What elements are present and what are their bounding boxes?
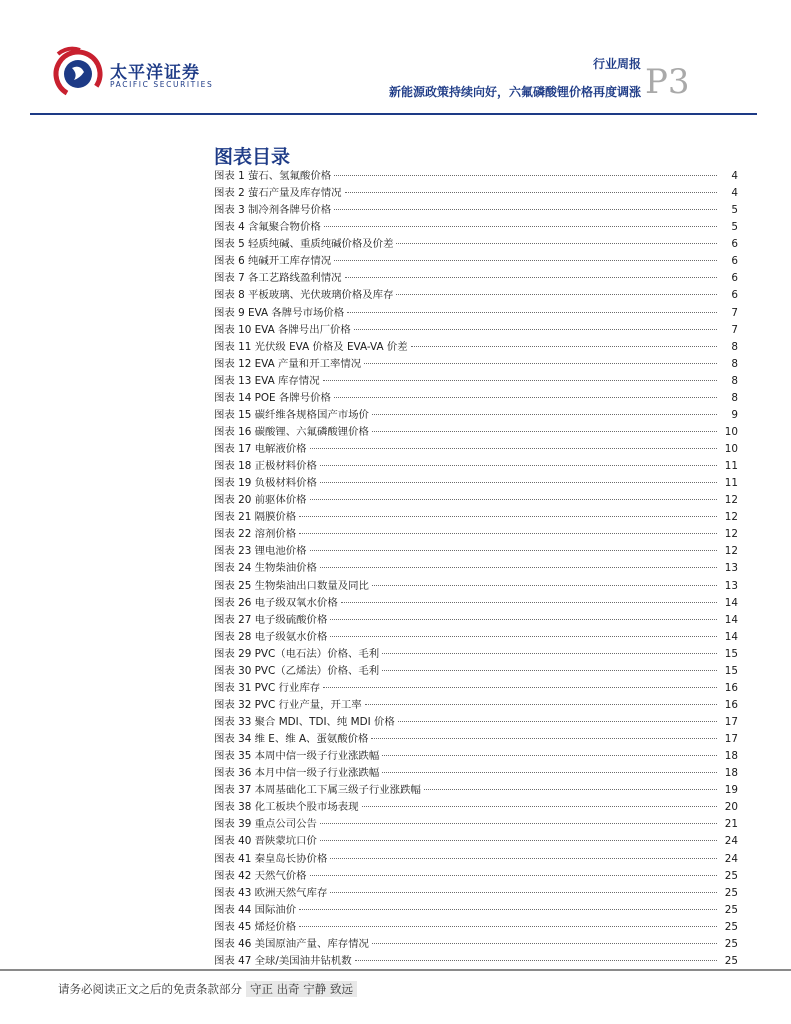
table-of-figures xyxy=(214,168,738,970)
toc-entry-page: 21 xyxy=(724,818,738,831)
toc-leader-dots xyxy=(411,346,717,347)
toc-entry[interactable] xyxy=(214,236,738,253)
toc-entry-page: 25 xyxy=(724,903,738,916)
toc-entry-page: 17 xyxy=(724,716,738,728)
toc-entry-page: 11 xyxy=(724,477,738,490)
toc-entry[interactable] xyxy=(214,731,738,748)
toc-entry-label: 图表 37 本周基础化工下属三级子行业涨跌幅 xyxy=(214,784,421,797)
toc-entry-label: 图表 34 维 E、维 A、蛋氨酸价格 xyxy=(214,733,369,746)
toc-entry-page: 25 xyxy=(724,937,738,950)
toc-entry[interactable] xyxy=(214,902,738,919)
toc-leader-dots xyxy=(382,670,717,671)
toc-entry[interactable] xyxy=(214,475,738,492)
toc-leader-dots xyxy=(354,329,717,330)
toc-entry-label: 图表 35 本周中信一级子行业涨跌幅 xyxy=(214,750,380,763)
toc-leader-dots xyxy=(310,875,717,876)
toc-entry-label: 图表 22 溶剂价格 xyxy=(214,528,297,541)
toc-entry-label: 图表 23 锂电池价格 xyxy=(214,545,307,558)
toc-entry-page: 24 xyxy=(724,835,738,848)
toc-entry[interactable] xyxy=(214,680,738,697)
toc-entry[interactable] xyxy=(214,270,738,287)
toc-entry[interactable] xyxy=(214,595,738,612)
toc-entry-label: 图表 25 生物柴油出口数量及同比 xyxy=(214,579,369,592)
toc-entry-label: 图表 26 电子级双氧水价格 xyxy=(214,596,338,609)
report-category: 行业周报 xyxy=(592,57,641,71)
toc-entry-page: 14 xyxy=(724,613,738,626)
report-title: 新能源政策持续向好，六氟磷酸锂价格再度调涨 xyxy=(388,85,641,99)
toc-leader-dots xyxy=(334,397,717,398)
toc-entry-label: 图表 14 POE 各牌号价格 xyxy=(214,391,331,404)
toc-leader-dots xyxy=(299,926,717,927)
toc-leader-dots xyxy=(323,687,717,688)
toc-entry[interactable] xyxy=(214,748,738,765)
toc-leader-dots xyxy=(310,499,717,500)
toc-entry-label: 图表 13 EVA 库存情况 xyxy=(214,374,320,387)
toc-entry-label: 图表 12 EVA 产量和开工率情况 xyxy=(214,357,362,370)
toc-entry-page: 10 xyxy=(724,443,738,455)
toc-entry[interactable] xyxy=(214,799,738,816)
toc-entry-label: 图表 24 生物柴油价格 xyxy=(214,562,317,575)
toc-entry-page: 7 xyxy=(731,323,738,336)
toc-leader-dots xyxy=(362,806,717,807)
toc-entry[interactable] xyxy=(214,782,738,799)
toc-entry[interactable] xyxy=(214,936,738,953)
footer-divider xyxy=(0,969,791,971)
toc-entry-label: 图表 38 化工板块个股市场表现 xyxy=(214,801,359,814)
toc-entry-page: 8 xyxy=(731,340,738,353)
toc-leader-dots xyxy=(330,858,717,859)
toc-entry-label: 图表 45 烯烃价格 xyxy=(214,920,297,933)
toc-entry-page: 13 xyxy=(724,562,738,575)
toc-entry-label: 图表 10 EVA 各牌号出厂价格 xyxy=(214,323,351,336)
toc-entry[interactable] xyxy=(214,390,738,407)
toc-entry-page: 12 xyxy=(724,511,738,524)
toc-entry-page: 6 xyxy=(731,238,738,251)
header-divider xyxy=(30,113,757,115)
toc-leader-dots xyxy=(424,789,717,790)
toc-entry-label: 图表 20 前驱体价格 xyxy=(214,494,307,507)
toc-entry-page: 9 xyxy=(731,408,738,421)
toc-leader-dots xyxy=(371,738,717,739)
toc-entry-label: 图表 47 全球/美国油井钻机数 xyxy=(214,954,352,967)
toc-leader-dots xyxy=(347,312,717,313)
toc-entry[interactable] xyxy=(214,441,738,458)
toc-entry-label: 图表 44 国际油价 xyxy=(214,903,297,916)
toc-entry[interactable] xyxy=(214,185,738,202)
toc-entry[interactable] xyxy=(214,560,738,577)
toc-heading: 图表目录 xyxy=(214,146,291,168)
toc-entry[interactable] xyxy=(214,492,738,509)
toc-entry[interactable] xyxy=(214,322,738,339)
toc-leader-dots xyxy=(320,567,717,568)
toc-entry[interactable] xyxy=(214,578,738,595)
toc-leader-dots xyxy=(299,516,717,517)
toc-entry-page: 12 xyxy=(724,545,738,558)
toc-entry-page: 6 xyxy=(731,255,738,268)
toc-entry-label: 图表 9 EVA 各牌号市场价格 xyxy=(214,306,345,319)
toc-entry-label: 图表 28 电子级氨水价格 xyxy=(214,630,328,643)
toc-entry-label: 图表 1 萤石、氢氟酸价格 xyxy=(214,170,332,182)
toc-entry[interactable] xyxy=(214,219,738,236)
toc-leader-dots xyxy=(330,892,717,893)
toc-entry-label: 图表 6 纯碱开工库存情况 xyxy=(214,255,332,268)
toc-entry[interactable] xyxy=(214,714,738,731)
toc-entry-label: 图表 8 平板玻璃、光伏玻璃价格及库存 xyxy=(214,289,394,302)
toc-entry-page: 8 xyxy=(731,374,738,387)
toc-entry[interactable] xyxy=(214,885,738,902)
toc-entry[interactable] xyxy=(214,663,738,680)
toc-entry-label: 图表 19 负极材料价格 xyxy=(214,477,317,490)
toc-leader-dots xyxy=(345,277,717,278)
toc-leader-dots xyxy=(330,619,717,620)
toc-entry-page: 25 xyxy=(724,886,738,899)
toc-entry-page: 18 xyxy=(724,767,738,780)
toc-leader-dots xyxy=(382,755,717,756)
toc-entry-page: 5 xyxy=(731,221,738,234)
toc-entry-page: 16 xyxy=(724,698,738,711)
toc-entry[interactable] xyxy=(214,458,738,475)
toc-entry[interactable] xyxy=(214,407,738,424)
toc-entry-label: 图表 40 晋陕蒙坑口价 xyxy=(214,835,317,848)
toc-entry-page: 25 xyxy=(724,920,738,933)
toc-entry-page: 13 xyxy=(724,579,738,592)
toc-leader-dots xyxy=(334,209,717,210)
toc-leader-dots xyxy=(299,909,717,910)
toc-entry[interactable] xyxy=(214,697,738,714)
toc-entry-page: 14 xyxy=(724,596,738,609)
logo-text-en: PACIFIC SECURITIES xyxy=(110,80,214,89)
toc-entry-page: 25 xyxy=(724,954,738,967)
toc-entry[interactable] xyxy=(214,526,738,543)
toc-leader-dots xyxy=(365,704,717,705)
toc-entry-label: 图表 30 PVC（乙烯法）价格、毛利 xyxy=(214,664,380,677)
toc-entry[interactable] xyxy=(214,833,738,850)
toc-entry-page: 19 xyxy=(724,784,738,797)
toc-entry-label: 图表 31 PVC 行业库存 xyxy=(214,681,321,694)
toc-entry-label: 图表 3 制冷剂各牌号价格 xyxy=(214,204,332,217)
toc-entry-page: 5 xyxy=(731,204,738,217)
toc-entry-label: 图表 5 轻质纯碱、重质纯碱价格及价差 xyxy=(214,238,394,251)
toc-entry-label: 图表 15 碳纤维各规格国产市场价 xyxy=(214,408,369,421)
toc-leader-dots xyxy=(372,585,717,586)
toc-entry[interactable] xyxy=(214,305,738,322)
toc-entry-label: 图表 17 电解液价格 xyxy=(214,443,307,455)
toc-entry-label: 图表 42 天然气价格 xyxy=(214,869,307,882)
toc-leader-dots xyxy=(382,772,717,773)
toc-entry-label: 图表 16 碳酸锂、六氟磷酸锂价格 xyxy=(214,425,369,438)
toc-entry[interactable] xyxy=(214,424,738,441)
toc-leader-dots xyxy=(330,636,717,637)
toc-leader-dots xyxy=(324,226,717,227)
toc-leader-dots xyxy=(372,414,717,415)
toc-leader-dots xyxy=(320,823,717,824)
logo-text-cn: 太平洋证券 xyxy=(110,63,200,83)
toc-leader-dots xyxy=(310,550,717,551)
toc-entry[interactable] xyxy=(214,253,738,270)
toc-leader-dots xyxy=(334,175,717,176)
toc-entry[interactable] xyxy=(214,339,738,356)
toc-leader-dots xyxy=(355,960,717,961)
toc-entry[interactable] xyxy=(214,765,738,782)
toc-leader-dots xyxy=(341,602,717,603)
toc-entry[interactable] xyxy=(214,851,738,868)
toc-entry-label: 图表 41 秦皇岛长协价格 xyxy=(214,852,328,865)
toc-entry-page: 18 xyxy=(724,750,738,763)
toc-leader-dots xyxy=(334,260,717,261)
toc-entry-label: 图表 32 PVC 行业产量，开工率 xyxy=(214,698,362,711)
page-header xyxy=(0,0,791,120)
toc-leader-dots xyxy=(323,380,717,381)
toc-leader-dots xyxy=(299,533,717,534)
toc-leader-dots xyxy=(320,465,717,466)
toc-entry-page: 24 xyxy=(724,852,738,865)
toc-entry[interactable] xyxy=(214,373,738,390)
toc-entry[interactable] xyxy=(214,287,738,304)
toc-leader-dots xyxy=(372,431,717,432)
toc-entry-page: 25 xyxy=(724,869,738,882)
toc-entry-page: 6 xyxy=(731,272,738,285)
toc-leader-dots xyxy=(396,294,717,295)
toc-entry-label: 图表 18 正极材料价格 xyxy=(214,460,317,473)
toc-entry-label: 图表 36 本月中信一级子行业涨跌幅 xyxy=(214,767,380,780)
toc-entry-label: 图表 11 光伏级 EVA 价格及 EVA-VA 价差 xyxy=(214,340,408,353)
toc-entry-label: 图表 29 PVC（电石法）价格、毛利 xyxy=(214,647,380,660)
toc-entry[interactable] xyxy=(214,868,738,885)
toc-entry[interactable] xyxy=(214,646,738,663)
toc-entry-label: 图表 27 电子级硫酸价格 xyxy=(214,613,328,626)
toc-leader-dots xyxy=(382,653,717,654)
toc-leader-dots xyxy=(320,482,717,483)
toc-entry-label: 图表 39 重点公司公告 xyxy=(214,818,317,831)
pacific-securities-logo-icon xyxy=(50,44,110,100)
toc-leader-dots xyxy=(372,943,717,944)
toc-entry[interactable] xyxy=(214,168,738,185)
toc-entry-page: 15 xyxy=(724,664,738,677)
toc-entry-label: 图表 21 隔膜价格 xyxy=(214,511,297,524)
toc-entry[interactable] xyxy=(214,612,738,629)
toc-leader-dots xyxy=(345,192,717,193)
toc-entry-label: 图表 7 各工艺路线盈利情况 xyxy=(214,272,342,285)
toc-leader-dots xyxy=(398,721,717,722)
toc-entry-label: 图表 2 萤石产量及库存情况 xyxy=(214,187,342,200)
footer xyxy=(58,981,357,997)
toc-entry-page: 4 xyxy=(731,170,738,182)
toc-entry-label: 图表 33 聚合 MDI、TDI、纯 MDI 价格 xyxy=(214,716,395,728)
toc-leader-dots xyxy=(310,448,717,449)
company-motto: 守正 出奇 宁静 致远 xyxy=(246,981,357,997)
toc-entry-page: 11 xyxy=(724,460,738,473)
toc-entry-page: 7 xyxy=(731,306,738,319)
toc-leader-dots xyxy=(364,363,717,364)
disclaimer-notice: 请务必阅读正文之后的免责条款部分 xyxy=(58,982,242,996)
toc-entry[interactable] xyxy=(214,356,738,373)
toc-entry-page: 4 xyxy=(731,187,738,200)
toc-entry[interactable] xyxy=(214,919,738,936)
toc-entry-label: 图表 43 欧洲天然气库存 xyxy=(214,886,328,899)
toc-entry[interactable] xyxy=(214,543,738,560)
toc-entry-label: 图表 46 美国原油产量、库存情况 xyxy=(214,937,369,950)
toc-entry-page: 8 xyxy=(731,391,738,404)
toc-entry-page: 14 xyxy=(724,630,738,643)
toc-leader-dots xyxy=(320,840,717,841)
toc-entry-label: 图表 4 含氟聚合物价格 xyxy=(214,221,321,234)
toc-leader-dots xyxy=(396,243,717,244)
toc-entry-page: 15 xyxy=(724,647,738,660)
toc-entry-page: 17 xyxy=(724,733,738,746)
toc-entry-page: 20 xyxy=(724,801,738,814)
page-number: P3 xyxy=(645,62,690,102)
toc-entry[interactable] xyxy=(214,816,738,833)
toc-entry-page: 12 xyxy=(724,494,738,507)
toc-entry-page: 16 xyxy=(724,681,738,694)
toc-entry-page: 8 xyxy=(731,357,738,370)
toc-entry[interactable] xyxy=(214,629,738,646)
toc-entry[interactable] xyxy=(214,202,738,219)
toc-entry[interactable] xyxy=(214,509,738,526)
toc-entry-page: 10 xyxy=(724,425,738,438)
toc-entry-page: 12 xyxy=(724,528,738,541)
toc-entry[interactable] xyxy=(214,953,738,970)
toc-entry-page: 6 xyxy=(731,289,738,302)
